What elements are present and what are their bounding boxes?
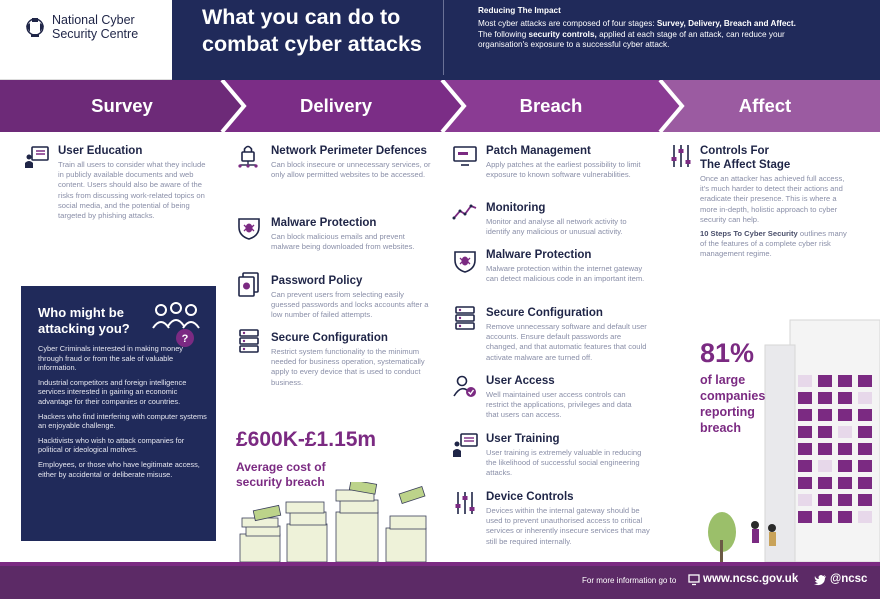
training-icon — [452, 432, 478, 458]
website-link[interactable]: www.ncsc.gov.uk — [703, 573, 799, 585]
building-window — [838, 375, 852, 387]
breach-stat-label — [700, 372, 765, 436]
stage-breach: Breach — [519, 95, 583, 116]
breach-item-title: Malware Protection — [486, 249, 592, 261]
title-divider — [443, 0, 444, 75]
building-window — [858, 375, 872, 387]
password-icon — [236, 271, 262, 297]
building-window — [818, 409, 832, 421]
building-window — [798, 511, 812, 523]
impact-text-2: The following — [478, 29, 529, 39]
breach-item-title: Monitoring — [486, 202, 546, 214]
building-window — [838, 494, 852, 506]
building-window — [858, 443, 872, 455]
breach-item-text: User training is extremely valuable in reducing the likelihood of successful social engineering attacks. — [486, 448, 642, 478]
delivery-item — [271, 144, 431, 180]
breach-item-title: User Access — [486, 375, 555, 387]
stage-affect: Affect — [738, 95, 792, 116]
server-icon — [236, 328, 262, 354]
affect-title-line1: Controls For — [700, 145, 769, 157]
stage-banner — [0, 80, 880, 132]
presentation-icon — [24, 144, 50, 170]
building-window — [858, 460, 872, 472]
building-window — [858, 409, 872, 421]
breach-item — [486, 490, 651, 547]
breach-item-title: User Training — [486, 433, 560, 445]
affect-link-text — [700, 229, 850, 260]
building-window — [838, 409, 852, 421]
delivery-item — [271, 216, 431, 252]
building-window — [858, 392, 872, 404]
building-window — [858, 511, 872, 523]
building-window — [858, 426, 872, 438]
delivery-item-title: Password Policy — [271, 275, 363, 287]
affect-item-text: Once an attacker has achieved full access, it's much harder to detect their actions and eradicate their presence. This is where a more in-depth, holistic approach to cyber security can help. — [700, 174, 845, 224]
attackers-panel — [21, 286, 216, 541]
people-question-icon — [151, 300, 201, 348]
header — [0, 0, 880, 80]
org-name-line1: National Cyber — [52, 13, 135, 27]
attacker-item: Cyber Criminals interested in making money through fraud or from the sale of valuable information. — [38, 344, 183, 373]
royal-crest-icon — [22, 14, 48, 40]
building-window — [798, 443, 812, 455]
breach-item-text: Apply patches at the earliest possibility to limit exposure to known software vulnerabilities. — [486, 160, 641, 180]
breach-item — [486, 201, 646, 237]
monitor-icon — [452, 143, 478, 169]
delivery-item-text: Can block insecure or unnecessary services, or only allow permitted websites to be accessed. — [271, 160, 431, 180]
sliders-icon — [668, 143, 694, 169]
breach-item-title: Patch Management — [486, 145, 591, 157]
cost-label-line2: security breach — [236, 475, 325, 489]
delivery-item-title: Malware Protection — [271, 217, 377, 229]
building-window — [818, 443, 832, 455]
building-window — [838, 443, 852, 455]
survey-item-title: User Education — [58, 145, 143, 157]
delivery-item — [271, 331, 431, 388]
building-window — [818, 477, 832, 489]
delivery-item-text: Restrict system functionality to the minimum needed for business operation, systematically apply to every device that is used to conduct business. — [271, 347, 425, 387]
breach-item — [486, 144, 646, 180]
activity-graph-icon — [452, 198, 478, 224]
attackers-list — [38, 344, 208, 484]
delivery-item-text: Can prevent users from selecting easily guessed passwords and locks accounts after a low number of failed attempts. — [271, 290, 429, 320]
attacker-item: Employees, or those who have legitimate access, either by accidental or deliberate misuse. — [38, 459, 200, 479]
stage-delivery: Delivery — [300, 95, 372, 116]
building-window — [858, 494, 872, 506]
delivery-item — [271, 274, 431, 321]
bug-shield-icon — [452, 248, 478, 274]
breach-stat-line2: companies — [700, 389, 766, 403]
delivery-item-text: Can block malicious emails and prevent malware being downloaded from websites. — [271, 232, 415, 252]
breach-item-text: Remove unnecessary software and default user accounts. Ensure default passwords are changed, and that automatic features that could activate malware are turned off. — [486, 322, 647, 362]
breach-item — [486, 374, 646, 421]
breach-item — [486, 306, 651, 363]
survey-item — [58, 144, 206, 221]
impact-text-1: Most cyber attacks are composed of four stages: — [478, 19, 657, 29]
breach-item — [486, 432, 646, 479]
building-window — [838, 511, 852, 523]
affect-link-rest: outlines many of the features of a complete cyber risk management regime. — [700, 229, 847, 259]
computer-icon — [688, 574, 700, 586]
page-title-line2: combat cyber attacks — [202, 32, 422, 56]
breach-item-text: Malware protection within the internet gateway can detect malicious code in an important item. — [486, 264, 645, 284]
building-window — [798, 409, 812, 421]
building-window — [838, 477, 852, 489]
building-window — [798, 494, 812, 506]
building-window — [818, 426, 832, 438]
twitter-icon — [814, 574, 827, 586]
breach-item-title: Secure Configuration — [486, 307, 603, 319]
server-icon — [452, 305, 478, 331]
affect-item-title — [700, 144, 850, 172]
building-window — [838, 426, 852, 438]
building-window — [818, 494, 832, 506]
affect-title-line2: The Affect Stage — [700, 159, 791, 171]
delivery-item-title: Network Perimeter Defences — [271, 145, 427, 157]
breach-stat-line1: of large — [700, 373, 746, 387]
org-name-line2: Security Centre — [52, 27, 139, 41]
footer — [0, 562, 880, 599]
cost-stat: £600K-£1.15m — [236, 428, 377, 451]
building-window — [818, 460, 832, 472]
page-title — [202, 4, 452, 58]
affect-item — [700, 144, 850, 260]
svg-text:?: ? — [181, 333, 189, 345]
footer-note: For more information go to — [582, 576, 677, 585]
impact-text-3: applied at each stage of an attack, can reduce your organisation's exposure to a successful cyber attack. — [478, 29, 785, 50]
attackers-title: Who might be attacking you? — [38, 305, 130, 336]
impact-intro — [478, 6, 808, 51]
breach-stat-line4: breach — [700, 421, 741, 435]
building-window — [818, 511, 832, 523]
impact-controls: security controls, — [528, 29, 597, 39]
ncsc-logo[interactable] — [0, 0, 172, 80]
building-window — [838, 392, 852, 404]
building-window — [818, 375, 832, 387]
title-panel — [172, 0, 880, 80]
bug-shield-icon — [236, 215, 262, 241]
page-title-line1: What you can do to — [202, 5, 401, 29]
impact-stages: Survey, Delivery, Breach and Affect. — [656, 19, 796, 29]
org-name — [52, 13, 138, 41]
user-check-icon — [452, 373, 478, 399]
lock-network-icon — [236, 143, 262, 169]
building-window — [798, 426, 812, 438]
twitter-handle-link[interactable]: @ncsc — [830, 573, 868, 585]
breach-item-text: Devices within the internal gateway should be used to prevent unauthorised access to critical services or inherently insecure services that may still be required internally. — [486, 506, 650, 546]
impact-heading: Reducing The Impact — [478, 6, 561, 15]
sliders-icon — [452, 490, 478, 516]
stage-survey: Survey — [91, 95, 153, 116]
money-stack-illustration — [232, 482, 447, 562]
cost-label-line1: Average cost of — [236, 460, 326, 474]
building-window — [798, 392, 812, 404]
building-window — [798, 375, 812, 387]
breach-item-text: Monitor and analyse all network activity to identify any malicious or unusual activity. — [486, 217, 627, 237]
breach-item — [486, 248, 646, 284]
attacker-item: Hackers who find interfering with computer systems an enjoyable challenge. — [38, 411, 207, 431]
building-window — [818, 392, 832, 404]
delivery-item-title: Secure Configuration — [271, 332, 388, 344]
attacker-item: Hacktivists who wish to attack companies for political or ideological motives. — [38, 435, 185, 455]
building-window — [858, 477, 872, 489]
breach-stat-line3: reporting — [700, 405, 755, 419]
building-window — [798, 477, 812, 489]
building-window — [798, 460, 812, 472]
breach-item-text: Well maintained user access controls can restrict the applications, privileges and data that users can access. — [486, 390, 632, 420]
attacker-item: Industrial competitors and foreign intelligence services interested in gaining an economic advantage for their companies or countries. — [38, 377, 187, 406]
breach-stat: 81% — [700, 338, 755, 368]
building-window — [838, 460, 852, 472]
survey-item-text: Train all users to consider what they include in publicly available documents and web content. Users should also be aware of the risks from discussing work-related topics on social media, and the potential of being targeted by phishing attacks. — [58, 160, 206, 221]
ten-steps-link[interactable]: 10 Steps To Cyber Security — [700, 229, 798, 239]
breach-item-title: Device Controls — [486, 491, 574, 503]
